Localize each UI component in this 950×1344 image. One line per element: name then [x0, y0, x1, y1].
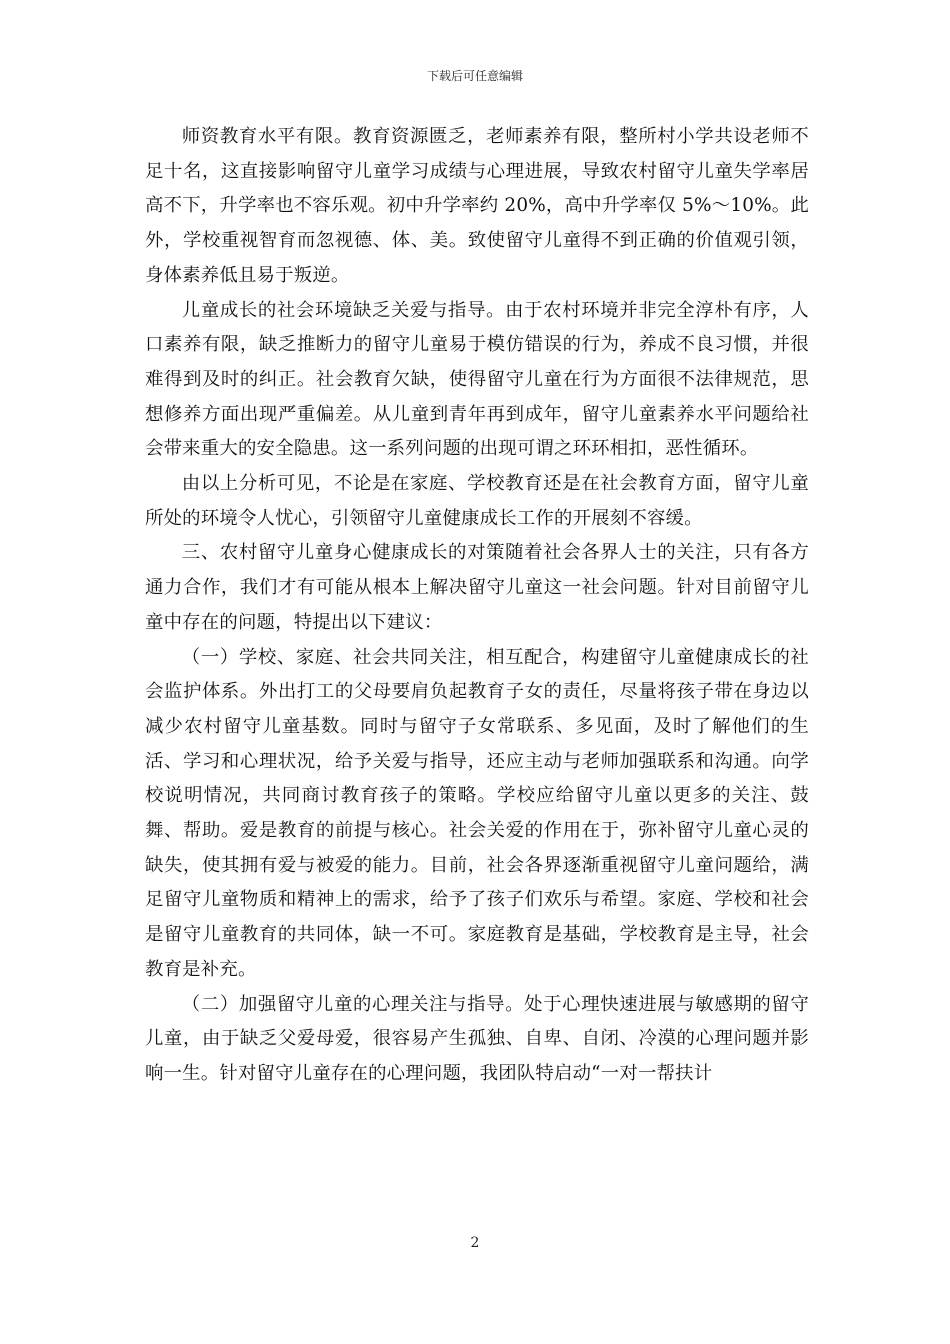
page-number: 2 [470, 1235, 480, 1251]
page-header: 下载后可任意编辑 [426, 69, 523, 83]
paragraph: 师资教育水平有限。教育资源匮乏，老师素养有限，整所村小学共设老师不足十名，这直接影响留守儿童学习成绩与心理进展，导致农村留守儿童失学率居高不下，升学率也不容乐观。初中升学率约 20%，高中升学率仅 5%～10%。此外，学校重视智育而忽视德、体、美。致使留守儿童得不到正确的价值观引领，身体素养低且易于叛逆。 [145, 126, 809, 286]
paragraph: （一）学校、家庭、社会共同关注，相互配合，构建留守儿童健康成长的社会监护体系。外出打工的父母要肩负起教育子女的责任，尽量将孩子带在身边以减少农村留守儿童基数。同时与留守子女常联系、多见面，及时了解他们的生活、学习和心理状况，给予关爱与指导，还应主动与老师加强联系和沟通。向学校说明情况，共同商讨教育孩子的策略。学校应给留守儿童以更多的关注、鼓舞、帮助。爱是教育的前提与核心。社会关爱的作用在于，弥补留守儿童心灵的缺失，使其拥有爱与被爱的能力。目前，社会各界逐渐重视留守儿童问题给，满足留守儿童物质和精神上的需求，给予了孩子们欢乐与希望。家庭、学校和社会是留守儿童教育的共同体，缺一不可。家庭教育是基础，学校教育是主导，社会教育是补充。 [145, 646, 809, 980]
paragraph: 三、农村留守儿童身心健康成长的对策随着社会各界人士的关注，只有各方通力合作，我们才有可能从根本上解决留守儿童这一社会问题。针对目前留守儿童中存在的问题，特提出以下建议： [145, 542, 809, 633]
paragraph: 由以上分析可见，不论是在家庭、学校教育还是在社会教育方面，留守儿童所处的环境令人忧心，引领留守儿童健康成长工作的开展刻不容缓。 [145, 473, 809, 529]
paragraph: （二）加强留守儿童的心理关注与指导。处于心理快速进展与敏感期的留守儿童，由于缺乏父爱母爱，很容易产生孤独、自卑、自闭、冷漠的心理问题并影响一生。针对留守儿童存在的心理问题，我团队特启动“一对一帮扶计 [145, 993, 809, 1084]
document-body [145, 120, 809, 1092]
paragraph: 儿童成长的社会环境缺乏关爱与指导。由于农村环境并非完全淳朴有序，人口素养有限，缺乏推断力的留守儿童易于模仿错误的行为，养成不良习惯，并很难得到及时的纠正。社会教育欠缺，使得留守儿童在行为方面很不法律规范，思想修养方面出现严重偏差。从儿童到青年再到成年，留守儿童素养水平问题给社会带来重大的安全隐患。这一系列问题的出现可谓之环环相扣，恶性循环。 [145, 299, 809, 460]
